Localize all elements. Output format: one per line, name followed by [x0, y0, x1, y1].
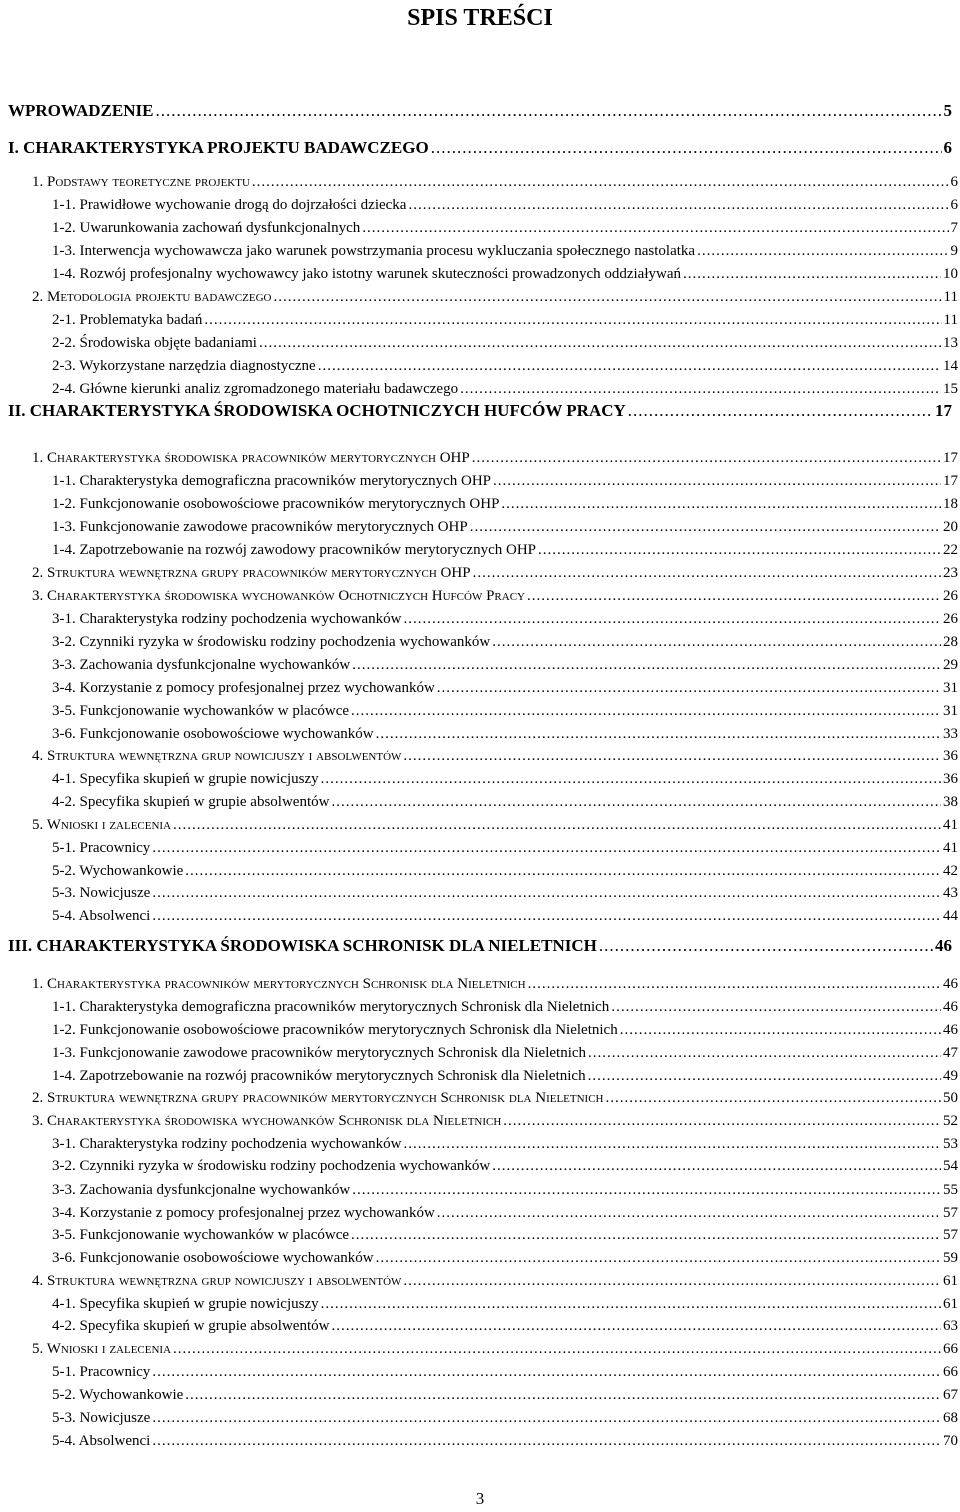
- toc-entry-title: 4-2. Specyfika skupień w grupie absolwentów: [52, 1318, 330, 1334]
- toc-entry-title: 1-4. Zapotrzebowanie na rozwój pracowników merytorycznych Schronisk dla Nieletnich: [52, 1068, 586, 1084]
- toc-leader-dots: [628, 400, 933, 422]
- toc-entry[interactable]: [52, 997, 958, 1017]
- toc-entry[interactable]: [52, 195, 958, 215]
- toc-entry-page: 17: [935, 401, 952, 420]
- toc-entry-page: 43: [943, 885, 958, 901]
- toc-entry[interactable]: [52, 655, 958, 675]
- toc-entry[interactable]: [52, 724, 958, 744]
- toc-entry-page: 22: [943, 542, 958, 558]
- toc-leader-dots: [362, 218, 948, 238]
- toc-entry-title: 2-2. Środowiska objęte badaniami: [52, 335, 257, 351]
- toc-entry[interactable]: [52, 769, 958, 789]
- toc-entry[interactable]: [8, 400, 952, 422]
- toc-entry[interactable]: [32, 1088, 958, 1108]
- toc-entry-title: 3-3. Zachowania dysfunkcjonalne wychowanków: [52, 657, 351, 673]
- toc-entry-title: 2-3. Wykorzystane narzędzia diagnostyczne: [52, 358, 316, 374]
- toc-leader-dots: [185, 861, 941, 881]
- toc-entry[interactable]: [32, 172, 958, 192]
- toc-leader-dots: [152, 1362, 941, 1382]
- toc-entry-title: 1-1. Charakterystyka demograficzna pracowników merytorycznych OHP: [52, 473, 492, 489]
- toc-leader-dots: [321, 1294, 941, 1314]
- toc-entry-title: 5-4. Absolwenci: [52, 908, 151, 924]
- toc-entry-title: 2. Metodologia projektu badawczego: [32, 289, 272, 305]
- toc-entry-page: 68: [943, 1410, 958, 1426]
- toc-leader-dots: [152, 838, 941, 858]
- toc-entry[interactable]: [52, 517, 958, 537]
- toc-leader-dots: [588, 1043, 941, 1063]
- toc-entry-page: 57: [943, 1205, 958, 1221]
- toc-entry-title: 5-2. Wychowankowie: [52, 863, 184, 879]
- toc-leader-dots: [683, 264, 941, 284]
- toc-entry-title: 3. Charakterystyka środowiska wychowanków Schronisk dla Nieletnich: [32, 1113, 502, 1129]
- toc-entry[interactable]: [52, 1248, 958, 1268]
- toc-entry-page: 54: [943, 1158, 958, 1174]
- toc-leader-dots: [252, 172, 949, 192]
- toc-leader-dots: [376, 724, 941, 744]
- toc-leader-dots: [528, 974, 941, 994]
- toc-leader-dots: [588, 1066, 941, 1086]
- toc-entry[interactable]: [52, 1362, 958, 1382]
- toc-leader-dots: [376, 1248, 941, 1268]
- toc-leader-dots: [152, 906, 941, 926]
- toc-entry[interactable]: [52, 1294, 958, 1314]
- toc-leader-dots: [352, 655, 941, 675]
- toc-leader-dots: [152, 1408, 941, 1428]
- toc-leader-dots: [503, 1111, 941, 1131]
- toc-entry-page: 44: [943, 908, 958, 924]
- toc-entry[interactable]: [52, 701, 958, 721]
- toc-entry-title: 5-3. Nowicjusze: [52, 885, 151, 901]
- toc-entry[interactable]: [52, 678, 958, 698]
- toc-entry-page: 11: [943, 289, 958, 305]
- toc-entry-title: I. CHARAKTERYSTYKA PROJEKTU BADAWCZEGO: [8, 138, 429, 157]
- toc-leader-dots: [155, 100, 941, 122]
- toc-entry[interactable]: [8, 935, 952, 957]
- toc-leader-dots: [620, 1020, 941, 1040]
- toc-entry-page: 5: [943, 101, 952, 120]
- toc-entry[interactable]: [52, 792, 958, 812]
- toc-leader-dots: [492, 1156, 941, 1176]
- toc-entry[interactable]: [32, 1271, 958, 1291]
- toc-entry-title: 2-4. Główne kierunki analiz zgromadzonego materiału badawczego: [52, 381, 459, 397]
- toc-entry-page: 41: [943, 840, 958, 856]
- toc-entry-title: 1-3. Funkcjonowanie zawodowe pracowników merytorycznych OHP: [52, 519, 468, 535]
- toc-entry-title: WPROWADZENIE: [8, 101, 154, 120]
- toc-entry-page: 49: [943, 1068, 958, 1084]
- toc-entry[interactable]: [8, 137, 952, 159]
- toc-leader-dots: [403, 1134, 941, 1154]
- toc-entry-page: 46: [943, 999, 958, 1015]
- toc-leader-dots: [204, 310, 941, 330]
- toc-entry[interactable]: [52, 1156, 958, 1176]
- toc-entry[interactable]: [32, 1111, 958, 1131]
- toc-entry[interactable]: [52, 540, 958, 560]
- toc-entry[interactable]: [52, 471, 958, 491]
- toc-entry[interactable]: [52, 1134, 958, 1154]
- toc-entry[interactable]: [52, 356, 958, 376]
- toc-entry-page: 47: [943, 1045, 958, 1061]
- page-title: SPIS TREŚCI: [407, 5, 553, 31]
- toc-leader-dots: [606, 1088, 942, 1108]
- toc-entry-title: III. CHARAKTERYSTYKA ŚRODOWISKA SCHRONISK DLA NIELETNICH: [8, 936, 597, 955]
- toc-entry-title: 4-2. Specyfika skupień w grupie absolwentów: [52, 794, 330, 810]
- toc-entry-page: 36: [943, 748, 958, 764]
- toc-entry[interactable]: [52, 1203, 958, 1223]
- toc-entry[interactable]: [52, 1066, 958, 1086]
- toc-entry[interactable]: [52, 632, 958, 652]
- toc-entry-title: 1. Charakterystyka pracowników merytorycznych Schronisk dla Nieletnich: [32, 976, 526, 992]
- toc-entry-title: 1-2. Uwarunkowania zachowań dysfunkcjonalnych: [52, 220, 361, 236]
- toc-entry-page: 59: [943, 1250, 958, 1266]
- toc-leader-dots: [437, 1203, 941, 1223]
- toc-entry-page: 46: [943, 1022, 958, 1038]
- toc-entry[interactable]: [52, 1180, 958, 1200]
- toc-entry-page: 36: [943, 771, 958, 787]
- toc-entry-page: 29: [943, 657, 958, 673]
- toc-entry[interactable]: [32, 586, 958, 606]
- toc-entry-page: 38: [943, 794, 958, 810]
- toc-leader-dots: [470, 517, 941, 537]
- toc-leader-dots: [403, 746, 941, 766]
- toc-entry-title: 1-1. Charakterystyka demograficzna pracowników merytorycznych Schronisk dla Nieletnich: [52, 999, 610, 1015]
- toc-entry-title: 3-3. Zachowania dysfunkcjonalne wychowanków: [52, 1182, 351, 1198]
- toc-entry-title: 1-3. Interwencja wychowawcza jako warunek powstrzymania procesu wykluczania społecznego nastolatka: [52, 243, 696, 259]
- toc-entry-page: 41: [943, 817, 958, 833]
- toc-entry-title: 3-5. Funkcjonowanie wychowanków w placówce: [52, 703, 350, 719]
- toc-leader-dots: [697, 241, 948, 261]
- toc-entry-title: 1-3. Funkcjonowanie zawodowe pracowników merytorycznych Schronisk dla Nieletnich: [52, 1045, 587, 1061]
- toc-entry[interactable]: [32, 815, 958, 835]
- toc-leader-dots: [473, 563, 941, 583]
- toc-entry-page: 17: [943, 473, 958, 489]
- toc-entry[interactable]: [8, 100, 952, 122]
- toc-entry-page: 31: [943, 680, 958, 696]
- toc-entry-title: 4. Struktura wewnętrzna grup nowicjuszy i absolwentów: [32, 1273, 402, 1289]
- toc-leader-dots: [403, 609, 941, 629]
- toc-entry-page: 15: [943, 381, 958, 397]
- toc-entry-page: 52: [943, 1113, 958, 1129]
- toc-entry[interactable]: [32, 1339, 958, 1359]
- toc-entry-title: 5-3. Nowicjusze: [52, 1410, 151, 1426]
- toc-entry-title: 3. Charakterystyka środowiska wychowanków Ochotniczych Hufców Pracy: [32, 588, 525, 604]
- toc-leader-dots: [599, 935, 933, 957]
- toc-leader-dots: [331, 1316, 941, 1336]
- toc-entry-page: 11: [943, 312, 958, 328]
- toc-leader-dots: [501, 494, 941, 514]
- toc-entry-title: 2. Struktura wewnętrzna grupy pracowników merytorycznych OHP: [32, 565, 471, 581]
- toc-leader-dots: [331, 792, 941, 812]
- toc-entry-page: 61: [943, 1296, 958, 1312]
- toc-entry-page: 33: [943, 726, 958, 742]
- toc-entry-title: 3-6. Funkcjonowanie osobowościowe wychowanków: [52, 1250, 374, 1266]
- toc-entry-page: 61: [943, 1273, 958, 1289]
- toc-entry[interactable]: [52, 1043, 958, 1063]
- toc-entry[interactable]: [32, 563, 958, 583]
- toc-entry-page: 13: [943, 335, 958, 351]
- toc-entry-page: 20: [943, 519, 958, 535]
- toc-entry-title: II. CHARAKTERYSTYKA ŚRODOWISKA OCHOTNICZYCH HUFCÓW PRACY: [8, 401, 626, 420]
- toc-entry-title: 1-4. Rozwój profesjonalny wychowawcy jako istotny warunek skuteczności prowadzonych oddziaływań: [52, 266, 681, 282]
- toc-entry-title: 5. Wnioski i zalecenia: [32, 817, 172, 833]
- toc-entry[interactable]: [52, 333, 958, 353]
- toc-leader-dots: [351, 701, 941, 721]
- toc-entry[interactable]: [52, 906, 958, 926]
- toc-entry-page: 17: [943, 450, 958, 466]
- toc-entry-title: 3-4. Korzystanie z pomocy profesjonalnej przez wychowanków: [52, 1205, 435, 1221]
- toc-entry-title: 3-1. Charakterystyka rodziny pochodzenia wychowanków: [52, 1136, 402, 1152]
- toc-entry-page: 26: [943, 611, 958, 627]
- toc-leader-dots: [403, 1271, 941, 1291]
- toc-entry[interactable]: [52, 218, 958, 238]
- toc-leader-dots: [492, 632, 941, 652]
- toc-entry-page: 10: [943, 266, 958, 282]
- toc-entry-page: 63: [943, 1318, 958, 1334]
- toc-entry-page: 70: [943, 1433, 958, 1449]
- toc-entry-page: 66: [943, 1341, 958, 1357]
- toc-leader-dots: [173, 1339, 941, 1359]
- toc-entry[interactable]: [52, 241, 958, 261]
- toc-leader-dots: [611, 997, 941, 1017]
- toc-leader-dots: [351, 1225, 941, 1245]
- toc-entry-page: 66: [943, 1364, 958, 1380]
- toc-entry-page: 53: [943, 1136, 958, 1152]
- toc-entry-page: 6: [943, 138, 952, 157]
- toc-entry[interactable]: [52, 1408, 958, 1428]
- toc-leader-dots: [352, 1180, 941, 1200]
- toc-entry-title: 4-1. Specyfika skupień w grupie nowicjuszy: [52, 771, 319, 787]
- toc-entry-title: 3-1. Charakterystyka rodziny pochodzenia wychowanków: [52, 611, 402, 627]
- toc-entry[interactable]: [52, 1225, 958, 1245]
- toc-entry-page: 50: [943, 1090, 958, 1106]
- toc-leader-dots: [173, 815, 941, 835]
- toc-entry-title: 5-4. Absolwenci: [52, 1433, 151, 1449]
- page-number: 3: [475, 1489, 485, 1508]
- toc-entry-title: 5-1. Pracownicy: [52, 1364, 151, 1380]
- toc-entry-page: 55: [943, 1182, 958, 1198]
- toc-leader-dots: [318, 356, 941, 376]
- toc-entry[interactable]: [52, 1316, 958, 1336]
- toc-entry-title: 1. Charakterystyka środowiska pracowników merytorycznych OHP: [32, 450, 470, 466]
- toc-entry-page: 23: [943, 565, 958, 581]
- toc-leader-dots: [152, 1431, 941, 1451]
- toc-entry[interactable]: [52, 861, 958, 881]
- toc-entry-title: 1-2. Funkcjonowanie osobowościowe pracowników merytorycznych Schronisk dla Nieletnich: [52, 1022, 618, 1038]
- toc-entry[interactable]: [52, 838, 958, 858]
- toc-entry-title: 3-5. Funkcjonowanie wychowanków w placówce: [52, 1227, 350, 1243]
- toc-leader-dots: [472, 448, 941, 468]
- toc-entry-page: 6: [950, 174, 958, 190]
- toc-leader-dots: [460, 379, 941, 399]
- toc-entry-title: 4. Struktura wewnętrzna grup nowicjuszy i absolwentów: [32, 748, 402, 764]
- toc-entry-page: 42: [943, 863, 958, 879]
- toc-entry-title: 1-2. Funkcjonowanie osobowościowe pracowników merytorycznych OHP: [52, 496, 500, 512]
- toc-leader-dots: [431, 137, 942, 159]
- toc-entry-title: 3-2. Czynniki ryzyka w środowisku rodziny pochodzenia wychowanków: [52, 1158, 491, 1174]
- toc-entry-page: 6: [950, 197, 958, 213]
- toc-entry-title: 3-6. Funkcjonowanie osobowościowe wychowanków: [52, 726, 374, 742]
- toc-leader-dots: [437, 678, 941, 698]
- toc-entry[interactable]: [32, 974, 958, 994]
- toc-leader-dots: [408, 195, 948, 215]
- toc-entry-page: 67: [943, 1387, 958, 1403]
- toc-leader-dots: [152, 883, 941, 903]
- toc-entry[interactable]: [52, 1431, 958, 1451]
- toc-entry[interactable]: [32, 287, 958, 307]
- toc-leader-dots: [493, 471, 941, 491]
- toc-entry[interactable]: [52, 1385, 958, 1405]
- toc-entry-title: 2-1. Problematyka badań: [52, 312, 203, 328]
- toc-entry[interactable]: [52, 264, 958, 284]
- toc-entry[interactable]: [32, 448, 958, 468]
- toc-entry-page: 28: [943, 634, 958, 650]
- toc-leader-dots: [273, 287, 941, 307]
- toc-entry-title: 1-1. Prawidłowe wychowanie drogą do dojrzałości dziecka: [52, 197, 407, 213]
- toc-leader-dots: [185, 1385, 941, 1405]
- toc-entry[interactable]: [32, 746, 958, 766]
- toc-entry-page: 57: [943, 1227, 958, 1243]
- toc-entry-title: 5-1. Pracownicy: [52, 840, 151, 856]
- toc-entry-page: 7: [950, 220, 958, 236]
- toc-entry[interactable]: [52, 1020, 958, 1040]
- toc-leader-dots: [538, 540, 941, 560]
- toc-entry[interactable]: [52, 883, 958, 903]
- toc-leader-dots: [321, 769, 941, 789]
- toc-entry[interactable]: [52, 379, 958, 399]
- toc-entry-page: 18: [943, 496, 958, 512]
- toc-entry-page: 9: [950, 243, 958, 259]
- toc-entry[interactable]: [52, 494, 958, 514]
- toc-entry-title: 5. Wnioski i zalecenia: [32, 1341, 172, 1357]
- toc-leader-dots: [527, 586, 941, 606]
- toc-entry-title: 1-4. Zapotrzebowanie na rozwój zawodowy pracowników merytorycznych OHP: [52, 542, 537, 558]
- toc-entry-title: 4-1. Specyfika skupień w grupie nowicjuszy: [52, 1296, 319, 1312]
- toc-entry[interactable]: [52, 609, 958, 629]
- toc-entry-title: 3-2. Czynniki ryzyka w środowisku rodziny pochodzenia wychowanków: [52, 634, 491, 650]
- toc-entry-page: 26: [943, 588, 958, 604]
- toc-entry-title: 1. Podstawy teoretyczne projektu: [32, 174, 250, 190]
- toc-entry-title: 2. Struktura wewnętrzna grupy pracowników merytorycznych Schronisk dla Nieletnich: [32, 1090, 604, 1106]
- toc-entry-page: 14: [943, 358, 958, 374]
- toc-entry-page: 46: [935, 936, 952, 955]
- toc-entry-page: 46: [943, 976, 958, 992]
- toc-entry-title: 3-4. Korzystanie z pomocy profesjonalnej przez wychowanków: [52, 680, 435, 696]
- toc-entry[interactable]: [52, 310, 958, 330]
- toc-entry-page: 31: [943, 703, 958, 719]
- toc-leader-dots: [259, 333, 941, 353]
- toc-entry-title: 5-2. Wychowankowie: [52, 1387, 184, 1403]
